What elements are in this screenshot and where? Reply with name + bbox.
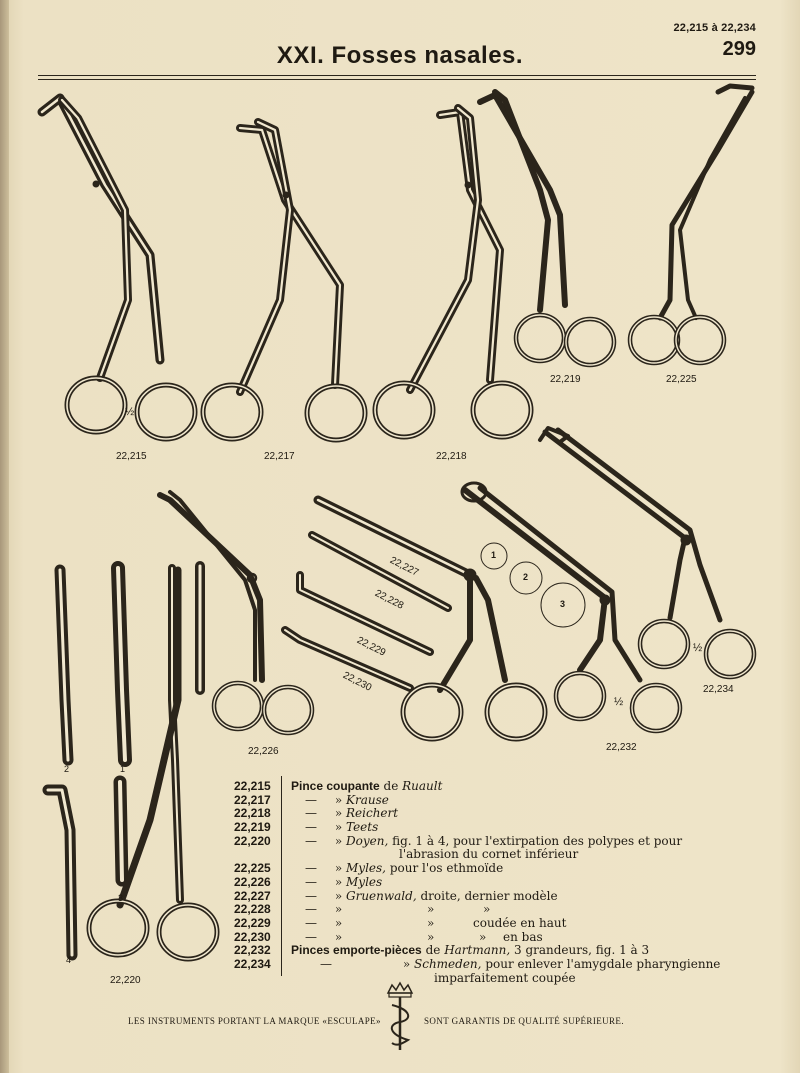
doyen-forceps-22220-drawing (48, 566, 217, 959)
description-row (291, 876, 751, 890)
forceps-22218-drawing (375, 108, 531, 437)
item-description: l'abrasion du cornet inférieur (399, 847, 579, 862)
catalog-number: 22,230 (234, 929, 271, 944)
size-circle-label-3: 3 (560, 599, 566, 609)
item-description: 3 grandeurs, fig. 1 à 3 (514, 943, 650, 958)
item-description: coudée en haut (473, 915, 567, 930)
inventor-name: Teets (346, 820, 379, 835)
description-row (291, 794, 751, 808)
description-row (291, 903, 751, 917)
inventor-name: Hartmann, (444, 943, 511, 958)
figure-label-22229: 22,229 (355, 635, 388, 659)
ditto-mark: » (334, 820, 343, 835)
description-row (291, 780, 751, 794)
description-row (291, 862, 751, 876)
page-range: 22,215 à 22,234 (673, 22, 756, 34)
ditto-mark: » (427, 929, 435, 944)
size-circle-label-1: 1 (491, 550, 497, 560)
ditto-mark: » (334, 888, 343, 903)
item-description: fig. 1 à 4, pour l'extirpation des polypes et pour (392, 833, 683, 848)
ditto-mark: » (427, 902, 435, 917)
inventor-name: Gruenwald, (346, 888, 417, 903)
page-number: 299 (722, 38, 756, 60)
preposition: de (383, 779, 399, 793)
description-row (291, 848, 751, 862)
tip-label-2: 2 (64, 764, 70, 774)
scale-half-22215: ½ (125, 406, 135, 418)
inventor-name: Myles (346, 874, 383, 889)
inventor-name: Schmeden, (414, 956, 482, 971)
ditto-mark: » (334, 915, 343, 930)
ditto-dash: — (305, 792, 317, 807)
ditto-mark: » (427, 915, 435, 930)
catalog-number: 22,215 (234, 779, 271, 793)
catalog-number: 22,219 (234, 820, 271, 835)
figure-label-22227: 22,227 (388, 555, 421, 579)
catalog-number: 22,218 (234, 806, 271, 821)
ditto-mark: » (334, 929, 343, 944)
preposition: de (425, 943, 441, 958)
ditto-mark: » (334, 861, 343, 876)
catalog-number: 22,234 (234, 956, 271, 971)
figure-label-22217: 22,217 (264, 451, 295, 462)
forceps-22226-drawing (160, 492, 312, 733)
description-row (291, 917, 751, 931)
ditto-mark: » (402, 956, 411, 971)
ditto-mark: » (334, 833, 343, 848)
item-type: Pinces emporte-pièces (291, 943, 422, 958)
catalog-number: 22,220 (234, 833, 271, 848)
figure-label-22228: 22,228 (373, 588, 406, 612)
catalog-number: 22,232 (234, 943, 271, 958)
catalog-number: 22,229 (234, 915, 271, 930)
description-row (291, 944, 751, 958)
ditto-mark: » (479, 929, 487, 944)
figure-label-22218: 22,218 (436, 451, 467, 462)
ditto-dash: — (305, 833, 317, 848)
ditto-dash: — (305, 888, 317, 903)
ditto-mark: » (483, 902, 491, 917)
inventor-name: Doyen, (346, 833, 389, 848)
description-row (291, 931, 751, 945)
figure-label-22215: 22,215 (116, 451, 147, 462)
catalog-number: 22,228 (234, 902, 271, 917)
ditto-dash: — (305, 915, 317, 930)
catalog-number: 22,227 (234, 888, 271, 903)
forceps-22217-drawing (203, 122, 365, 440)
item-description: en bas (503, 929, 543, 944)
ditto-dash: — (305, 929, 317, 944)
description-row (291, 835, 751, 849)
figure-label-22230: 22,230 (341, 670, 374, 694)
inventor-name: Myles, (346, 861, 386, 876)
ditto-dash: — (305, 861, 317, 876)
figure-label-22219: 22,219 (550, 374, 581, 385)
size-circle-label-2: 2 (523, 572, 529, 582)
ditto-dash: — (305, 902, 317, 917)
item-description: pour l'os ethmoïde (389, 861, 504, 876)
catalog-number-spacer (234, 848, 274, 862)
tip-label-3: 3 (118, 893, 124, 903)
description-row (291, 972, 751, 986)
item-type: Pince coupante (291, 779, 380, 793)
page-title: XXI. Fosses nasales. (276, 42, 524, 69)
ditto-dash: — (320, 956, 332, 971)
figure-label-22226: 22,226 (248, 746, 279, 757)
catalog-number-column (234, 780, 274, 972)
ditto-dash: — (305, 874, 317, 889)
table-divider (281, 776, 282, 976)
forceps-22225-drawing (630, 86, 752, 363)
description-row (291, 890, 751, 904)
inventor-name: Ruault (402, 779, 443, 793)
item-description: droite, dernier modèle (420, 888, 558, 903)
description-row (291, 821, 751, 835)
description-row (291, 807, 751, 821)
figure-label-22220: 22,220 (110, 975, 141, 986)
figure-label-22232: 22,232 (606, 742, 637, 753)
ditto-dash: — (305, 806, 317, 821)
tip-label-4: 4 (66, 955, 72, 965)
footer-left-text: LES INSTRUMENTS PORTANT LA MARQUE «ESCULAPE» (128, 1016, 381, 1026)
scale-half-22232: ½ (614, 696, 624, 708)
tip-label-1: 1 (120, 764, 126, 774)
ditto-mark: » (334, 874, 343, 889)
ditto-mark: » (334, 792, 343, 807)
item-description: imparfaitement coupée (434, 970, 576, 985)
inventor-name: Krause (346, 792, 389, 807)
esculape-logo (388, 983, 412, 1050)
punch-forceps-22234-drawing (540, 428, 754, 677)
footer-right-text: SONT GARANTIS DE QUALITÉ SUPÉRIEURE. (424, 1016, 624, 1026)
catalog-number: 22,225 (234, 861, 271, 876)
gruenwald-forceps-drawing (285, 500, 545, 739)
ditto-mark: » (334, 806, 343, 821)
ditto-mark: » (334, 902, 343, 917)
figure-label-22225: 22,225 (666, 374, 697, 385)
forceps-22215-drawing (42, 98, 195, 439)
catalog-descriptions (291, 780, 751, 985)
item-description: pour enlever l'amygdale pharyngienne (485, 956, 721, 971)
ditto-dash: — (305, 820, 317, 835)
description-row (291, 958, 751, 972)
catalog-number: 22,217 (234, 792, 271, 807)
inventor-name: Reichert (346, 806, 399, 821)
forceps-22219-drawing (480, 92, 614, 365)
scale-half-22234: ½ (693, 642, 703, 654)
catalog-number: 22,226 (234, 874, 271, 889)
figure-label-22234: 22,234 (703, 684, 734, 695)
